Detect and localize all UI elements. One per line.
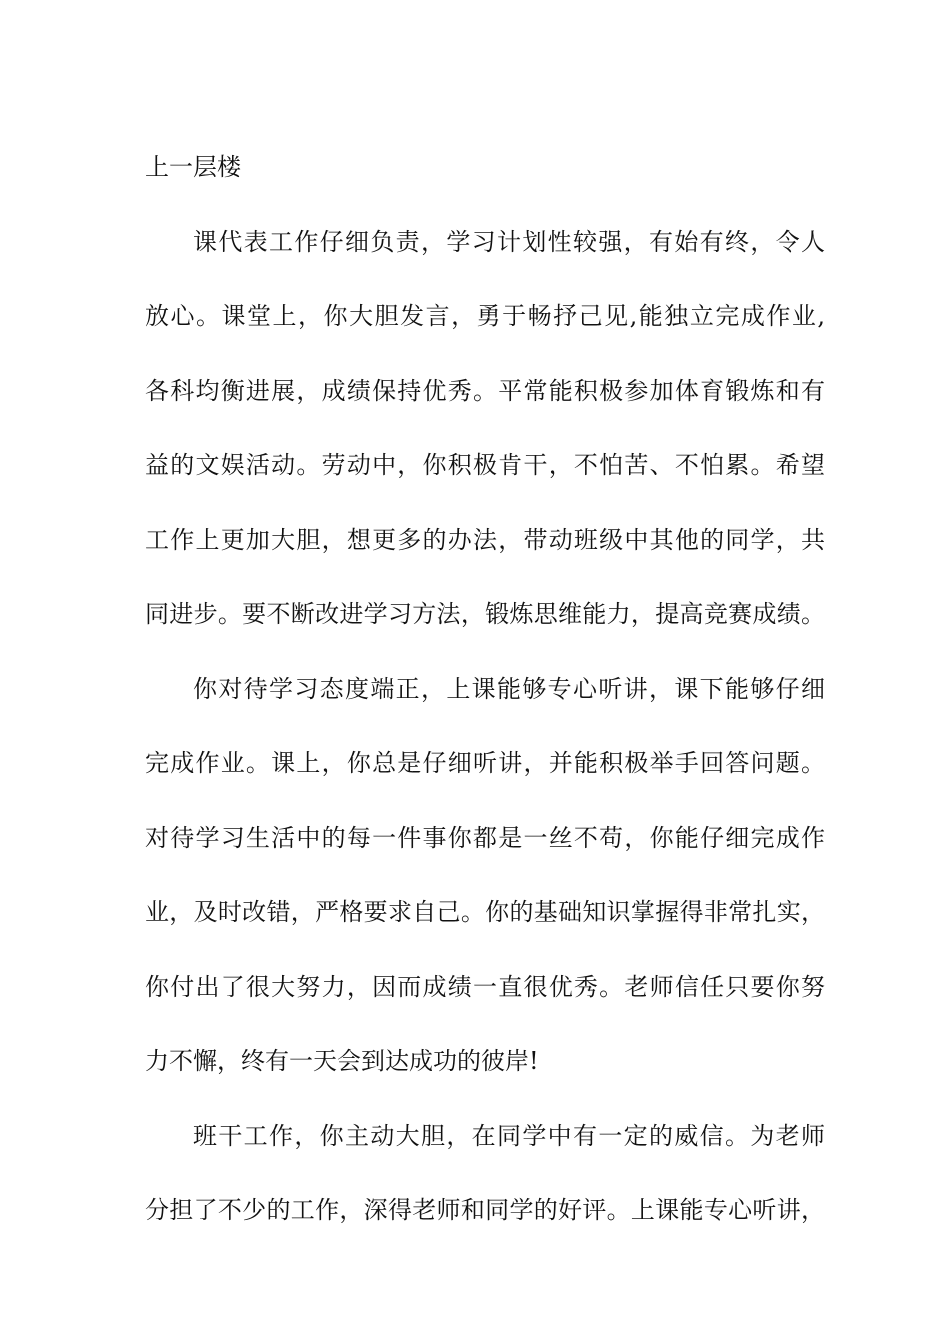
paragraph-1-line-3: 各科均衡进展，成绩保持优秀。平常能积极参加体育锻炼和有 — [145, 376, 825, 405]
paragraph-1-line-1: 课代表工作仔细负责，学习计划性较强，有始有终，令人 — [193, 227, 825, 256]
paragraph-1-line-6: 同进步。要不断改进学习方法，锻炼思维能力，提高竞赛成绩。 — [145, 600, 825, 628]
paragraph-1-line-4: 益的文娱活动。劳动中，你积极肯干，不怕苦、不怕累。希望 — [145, 451, 825, 479]
paragraph-2-line-6: 力不懈，终有一天会到达成功的彼岸! — [145, 1047, 539, 1075]
paragraph-2-line-1: 你对待学习态度端正，上课能够专心听讲，课下能够仔细 — [193, 674, 825, 703]
paragraph-1-line-2: 放心。课堂上，你大胆发言，勇于畅抒己见,能独立完成作业, — [145, 302, 825, 330]
paragraph-1-line-5: 工作上更加大胆，想更多的办法，带动班级中其他的同学，共 — [145, 525, 825, 554]
paragraph-3-line-2: 分担了不少的工作，深得老师和同学的好评。上课能专心听讲， — [145, 1196, 825, 1224]
paragraph-2-line-2: 完成作业。课上，你总是仔细听讲，并能积极举手回答问题。 — [145, 749, 825, 777]
paragraph-3-line-1: 班干工作，你主动大胆，在同学中有一定的威信。为老师 — [193, 1121, 825, 1150]
paragraph-2-line-5: 你付出了很大努力，因而成绩一直很优秀。老师信任只要你努 — [145, 972, 825, 1001]
document-body — [145, 130, 825, 1248]
document-heading: 上一层楼 — [145, 153, 241, 181]
paragraph-2-line-4: 业，及时改错，严格要求自己。你的基础知识掌握得非常扎实， — [145, 898, 825, 926]
paragraph-2-line-3: 对待学习生活中的每一件事你都是一丝不苟，你能仔细完成作 — [145, 823, 825, 852]
